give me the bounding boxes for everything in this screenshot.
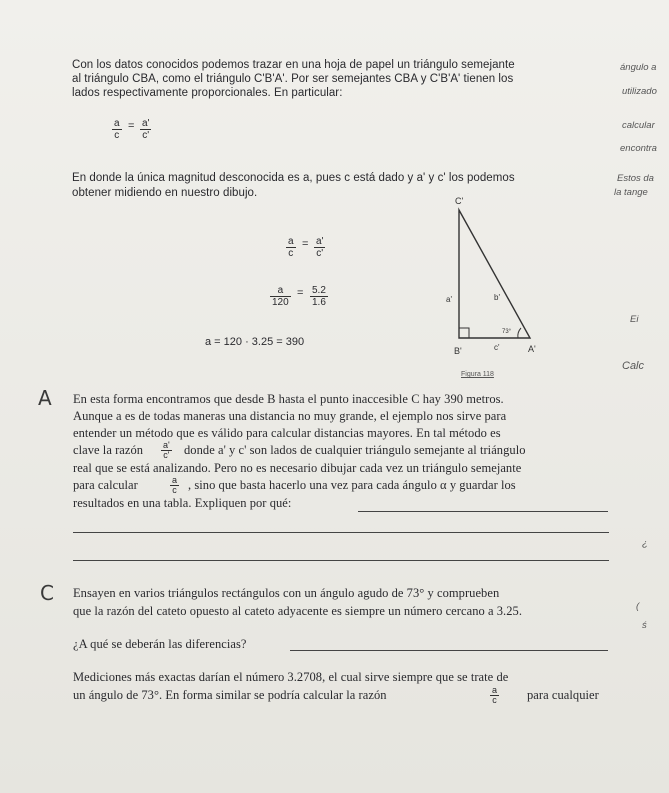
- final-frac: [490, 686, 499, 705]
- section-a-frac-1-num: a': [163, 440, 170, 450]
- final-frac-den: c: [492, 695, 497, 705]
- eq2-equals: =: [302, 238, 309, 250]
- final-line-1: Mediciones más exactas darían el número 3.2708, el cual sirve siempre que se trate de: [73, 670, 509, 684]
- margin-note-6: la tange: [614, 187, 648, 198]
- margin-note-2: utilizado: [622, 86, 657, 97]
- section-a-line-4-post: donde a' y c' son lados de cualquier triángulo semejante al triángulo: [184, 443, 526, 457]
- margin-note-5: Estos da: [617, 173, 654, 184]
- eq3-num: a: [270, 285, 291, 297]
- margin-note-11: ś: [642, 620, 647, 631]
- section-a-line-5: real que se está analizando. Pero no es necesario dibujar cada vez un triángulo semejante: [73, 461, 522, 475]
- label-c-prime-side: c': [494, 343, 500, 352]
- eq4-result: a = 120 · 3.25 = 390: [205, 336, 305, 348]
- section-a-line-7: resultados en una tabla. Expliquen por qué:: [73, 496, 292, 510]
- eq2-den-c-prime: c': [316, 248, 324, 259]
- section-a-line-3: entender un método que es válido para calcular distancias mayores. En tal método es: [73, 426, 501, 440]
- answer-line-2[interactable]: [73, 532, 609, 533]
- section-a-frac-2: [170, 476, 179, 495]
- eq3-den2: 1.6: [312, 297, 326, 308]
- label-a-prime-side: a': [446, 295, 452, 304]
- eq1-frac-right: [140, 118, 151, 141]
- eq1-num-a-prime: a': [142, 118, 150, 129]
- label-angle: 73°: [502, 329, 512, 335]
- eq1-den-c-prime: c': [142, 130, 150, 141]
- figure-caption: Figura 118: [461, 371, 494, 378]
- section-c-line-2: que la razón del cateto opuesto al cateto adyacente es siempre un número cercano a 3.25.: [73, 604, 522, 618]
- eq2-frac-right: [314, 236, 325, 259]
- margin-note-3: calcular: [622, 120, 655, 131]
- intro-line-3: lados respectivamente proporcionales. En particular:: [72, 87, 343, 99]
- triangle-shape: [459, 210, 530, 338]
- para2-line-2: obtener midiendo en nuestro dibujo.: [72, 187, 258, 199]
- para2-line-1: En donde la única magnitud desconocida es a, pues c está dado y a' y c' los podemos: [72, 172, 515, 184]
- section-a-line-4-pre: clave la razón: [73, 443, 144, 457]
- angle-arc: [518, 328, 521, 338]
- label-B-prime: B': [454, 346, 462, 356]
- eq3-frac-right: [310, 285, 328, 308]
- section-c-line-1: Ensayen en varios triángulos rectángulos con un ángulo agudo de 73° y comprueben: [73, 586, 500, 600]
- section-a-line-6-pre: para calcular: [73, 478, 138, 492]
- eq3-den: 120: [272, 297, 289, 308]
- right-angle-mark: [459, 328, 469, 338]
- section-a-line-6-post: , sino que basta hacerlo una vez para cada ángulo α y guardar los: [188, 478, 516, 492]
- margin-note-10: (: [636, 601, 640, 612]
- final-line-2-pre: un ángulo de 73°. En forma similar se podría calcular la razón: [73, 688, 387, 702]
- answer-line-3[interactable]: [73, 560, 609, 561]
- eq2-num-a: a: [288, 236, 294, 247]
- eq1-num-a: a: [114, 118, 120, 129]
- final-line-2-post: para cualquier: [527, 688, 599, 702]
- triangle-figure: [422, 190, 542, 380]
- label-A-prime: A': [528, 344, 536, 354]
- eq3-num2: 5.2: [312, 285, 326, 296]
- label-c-prime: C': [455, 196, 464, 206]
- eq1-equals: =: [128, 120, 135, 132]
- eq2-num-a-prime: a': [316, 236, 324, 247]
- margin-note-8: Calc: [622, 360, 645, 372]
- eq3-equals: =: [297, 287, 304, 299]
- final-frac-num: a: [492, 685, 498, 695]
- section-a-frac-1: [161, 441, 172, 460]
- margin-note-7: Ei: [630, 314, 639, 325]
- section-c-line-3: ¿A qué se deberán las diferencias?: [73, 637, 247, 651]
- intro-line-1: Con los datos conocidos podemos trazar en una hoja de papel un triángulo semejante: [72, 59, 515, 71]
- section-a-frac-2-den: c: [172, 485, 177, 495]
- answer-line-4[interactable]: [290, 650, 608, 651]
- margin-note-9: ¿: [642, 538, 648, 549]
- section-c-marker: C: [40, 581, 54, 605]
- section-a-line-2: Aunque a es de todas maneras una distancia no muy grande, el ejemplo nos sirve para: [73, 409, 507, 423]
- answer-line-1[interactable]: [358, 511, 608, 512]
- margin-note-1: ángulo a: [620, 62, 657, 73]
- eq2-den-c: c: [288, 248, 294, 259]
- eq1-den-c: c: [114, 130, 120, 141]
- section-a-line-1: En esta forma encontramos que desde B hasta el punto inaccesible C hay 390 metros.: [73, 392, 504, 406]
- label-b-prime-side: b': [494, 293, 500, 302]
- eq1-frac-left: [112, 118, 122, 141]
- intro-line-2: al triángulo CBA, como el triángulo C'B'A'. Por ser semejantes CBA y C'B'A' tienen los: [72, 73, 514, 85]
- section-a-frac-1-den: c': [163, 450, 170, 460]
- eq2-frac-left: [286, 236, 296, 259]
- margin-note-4: encontra: [620, 143, 657, 154]
- eq3-frac-left: [270, 285, 291, 308]
- section-a-marker: A: [38, 386, 52, 410]
- section-a-frac-2-num: a: [172, 475, 178, 485]
